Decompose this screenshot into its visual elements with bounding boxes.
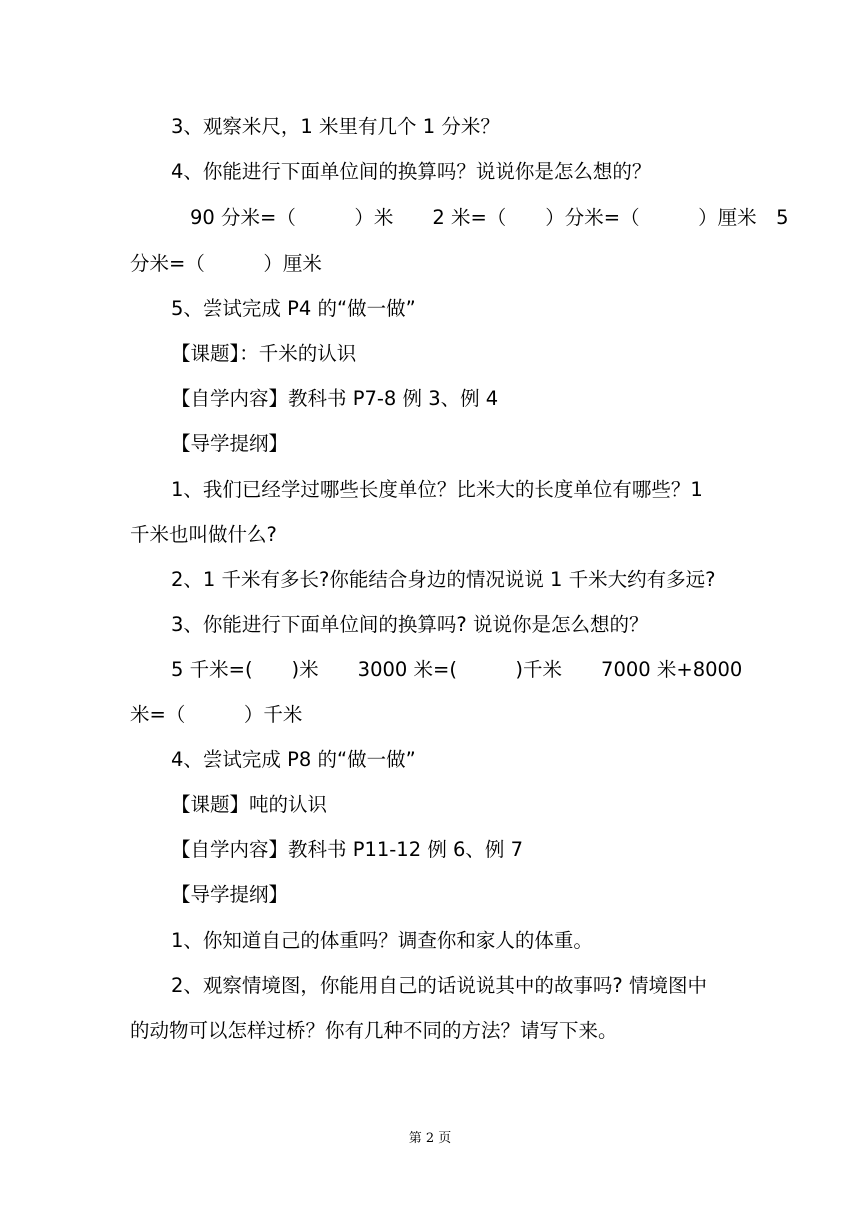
text-line: 2、1 千米有多长?你能结合身边的情况说说 1 千米大约有多远? [171,568,716,591]
text-line: 2、观察情境图，你能用自己的话说说其中的故事吗? 情境图中 [171,974,707,997]
section-heading: 【课题】：千米的认识 [171,342,357,365]
text-line: 1、你知道自己的体重吗？调查你和家人的体重。 [171,929,593,952]
text-line: 4、尝试完成 P8 的“做一做” [171,748,416,771]
section-heading: 【导学提纲】 [171,432,289,455]
text-line: 90 分米=（ ）米 2 米=（ ）分米=（ ）厘米 5 [190,206,789,229]
section-heading: 【自学内容】教科书 P11-12 例 6、例 7 [171,838,524,861]
text-line: 的动物可以怎样过桥？你有几种不同的方法？请写下来。 [130,1019,618,1042]
text-line: 米=（ ）千米 [130,703,303,726]
page-number: 第 2 页 [408,1131,452,1146]
text-line: 4、你能进行下面单位间的换算吗？说说你是怎么想的？ [171,160,652,183]
section-heading: 【课题】吨的认识 [171,793,328,816]
text-line: 分米=（ ）厘米 [130,252,322,275]
text-line: 1、我们已经学过哪些长度单位？比米大的长度单位有哪些？1 [171,478,703,501]
text-line: 3、你能进行下面单位间的换算吗? 说说你是怎么想的？ [171,613,649,636]
text-line: 千米也叫做什么? [130,523,277,546]
text-line: 5 千米=( )米 3000 米=( )千米 7000 米+8000 [171,658,743,681]
section-heading: 【自学内容】教科书 P7-8 例 3、例 4 [171,387,499,410]
text-line: 3、观察米尺，1 米里有几个 1 分米？ [171,115,500,138]
text-line: 5、尝试完成 P4 的“做一做” [171,297,416,320]
section-heading: 【导学提纲】 [171,883,289,906]
